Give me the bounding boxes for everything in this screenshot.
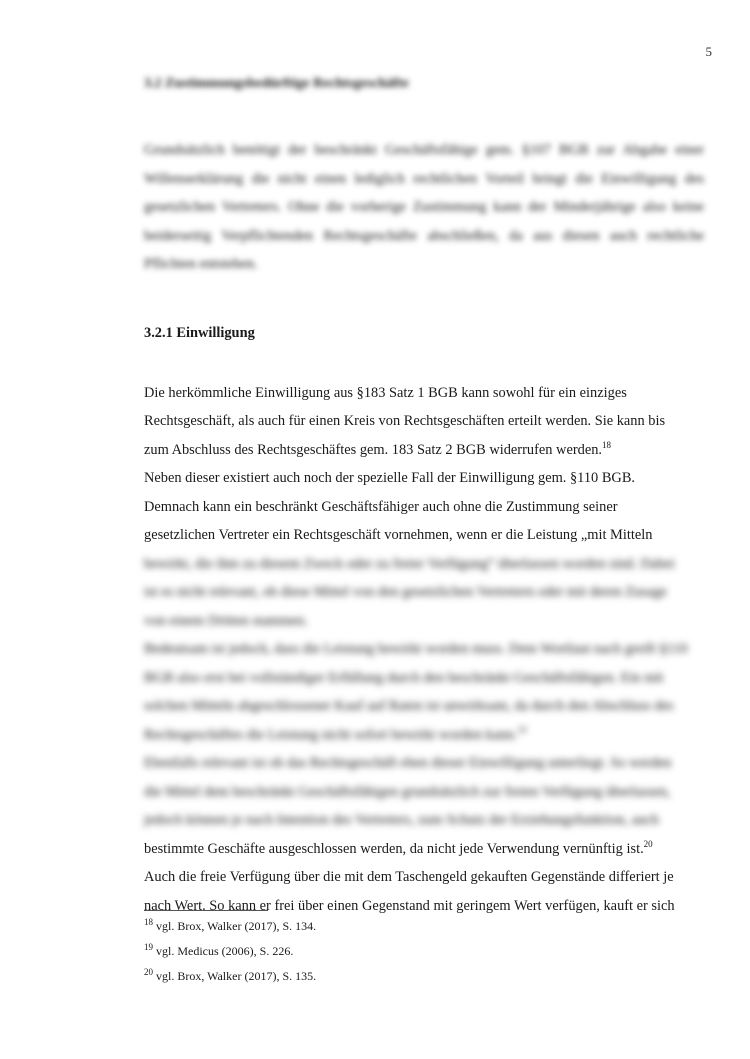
body-line: zum Abschluss des Rechtsgeschäftes gem. 183 Satz 2 BGB widerrufen werden.$^{18}$ xyxy=(144,439,611,458)
body-line: Auch die freie Verfügung über die mit dem Taschengeld gekauften Gegenstände differiert je xyxy=(144,869,674,885)
body-line: bestimmte Geschäfte ausgeschlossen werden, da nicht jede Verwendung vernünftig ist.$^{20}$ xyxy=(144,838,653,857)
body-line: solchen Mitteln abgeschlossener Kauf auf Raten ist unwirksam, da durch den Abschluss des xyxy=(144,698,674,714)
blurred-body xyxy=(144,550,704,835)
section-heading: 3.2 Zustimmungsbedürftige Rechtsgeschäfte xyxy=(144,76,409,91)
footnote-number: 18 xyxy=(144,917,153,927)
body-line: BGB also erst bei vollständiger Erfüllung durch den beschränkt Geschäftsfähigen. Ein mit xyxy=(144,669,664,686)
section-paragraph xyxy=(144,136,704,279)
subsection-body xyxy=(144,379,704,921)
paragraph-line: Pflichten entstehen. xyxy=(144,256,258,272)
footnote-divider xyxy=(144,910,268,911)
body-line: Bedeutsam ist jedoch, dass die Leistung bewirkt worden muss. Dem Wortlaut nach greift §110 xyxy=(144,641,688,657)
body-line: Ebenfalls relevant ist ob das Rechtsgeschäft eben dieser Einwilligung unterliegt. So werden xyxy=(144,755,672,771)
body-line: von einem Dritten stammen. xyxy=(144,612,308,629)
footnote-ref: 19 xyxy=(517,724,527,735)
paragraph-line: Willenserklärung die nicht einen lediglich rechtlichen Vorteil bringt die Einwilligung des xyxy=(144,170,704,187)
footnote: $^{20}$ vgl. Brox, Walker (2017), S. 135. xyxy=(144,967,317,983)
paragraph-line: beiderseitig Verpflichtenden Rechtsgeschäfte abschließen, da aus diesen auch rechtliche xyxy=(144,227,704,244)
footnote-number: 19 xyxy=(144,942,153,952)
footnote: $^{19}$ vgl. Medicus (2006), S. 226. xyxy=(144,942,294,958)
footnote-ref: 18 xyxy=(602,439,611,450)
paragraph-line: Grundsätzlich benötigt der beschränkt Geschäftsfähige gem. §107 BGB zur Abgabe einer xyxy=(144,142,704,158)
body-line: ist es nicht relevant, ob diese Mittel von den gesetzlichen Vertretern oder mit deren Zusage xyxy=(144,584,667,600)
page-number: 5 xyxy=(705,44,712,59)
footnote-ref: 20 xyxy=(643,838,653,849)
body-line: gesetzlichen Vertreter ein Rechtsgeschäft vornehmen, wenn er die Leistung „mit Mitteln xyxy=(144,527,653,543)
body-line: Neben dieser existiert auch noch der spezielle Fall der Einwilligung gem. §110 BGB. xyxy=(144,470,636,486)
subsection-heading: 3.2.1 Einwilligung xyxy=(144,324,255,341)
footnotes xyxy=(144,914,704,989)
footnote: $^{18}$ vgl. Brox, Walker (2017), S. 134. xyxy=(144,917,317,933)
body-line: Demnach kann ein beschränkt Geschäftsfähiger auch ohne die Zustimmung seiner xyxy=(144,498,618,515)
page-content xyxy=(144,72,704,920)
body-line: jedoch können je nach Intention des Vertreters, zum Schutz der Erziehungsfunktion, auch xyxy=(144,812,659,828)
footnote-number: 20 xyxy=(144,967,153,977)
body-line: die Mittel dem beschränkt Geschäftsfähigen grundsätzlich zur freien Verfügung überlassen, xyxy=(144,783,671,800)
body-line: nach Wert. So kann er frei über einen Gegenstand mit geringem Wert verfügen, kauft er sich xyxy=(144,897,675,914)
paragraph-line: gesetzlichen Vertreters. Ohne die vorherige Zustimmung kann der Minderjährige also keine xyxy=(144,199,704,215)
body-line: Rechtsgeschäft, als auch für einen Kreis von Rechtsgeschäften erteilt werden. Sie kann bis xyxy=(144,413,666,429)
body-line: bewirkt, die ihm zu diesem Zweck oder zu freier Verfügung“ überlassen worden sind. Dabei xyxy=(144,555,675,572)
body-line: Rechtsgeschäftes die Leistung nicht sofort bewirkt worden kann.$^{19}$ xyxy=(144,724,527,743)
body-line: Die herkömmliche Einwilligung aus §183 Satz 1 BGB kann sowohl für ein einziges xyxy=(144,384,627,401)
